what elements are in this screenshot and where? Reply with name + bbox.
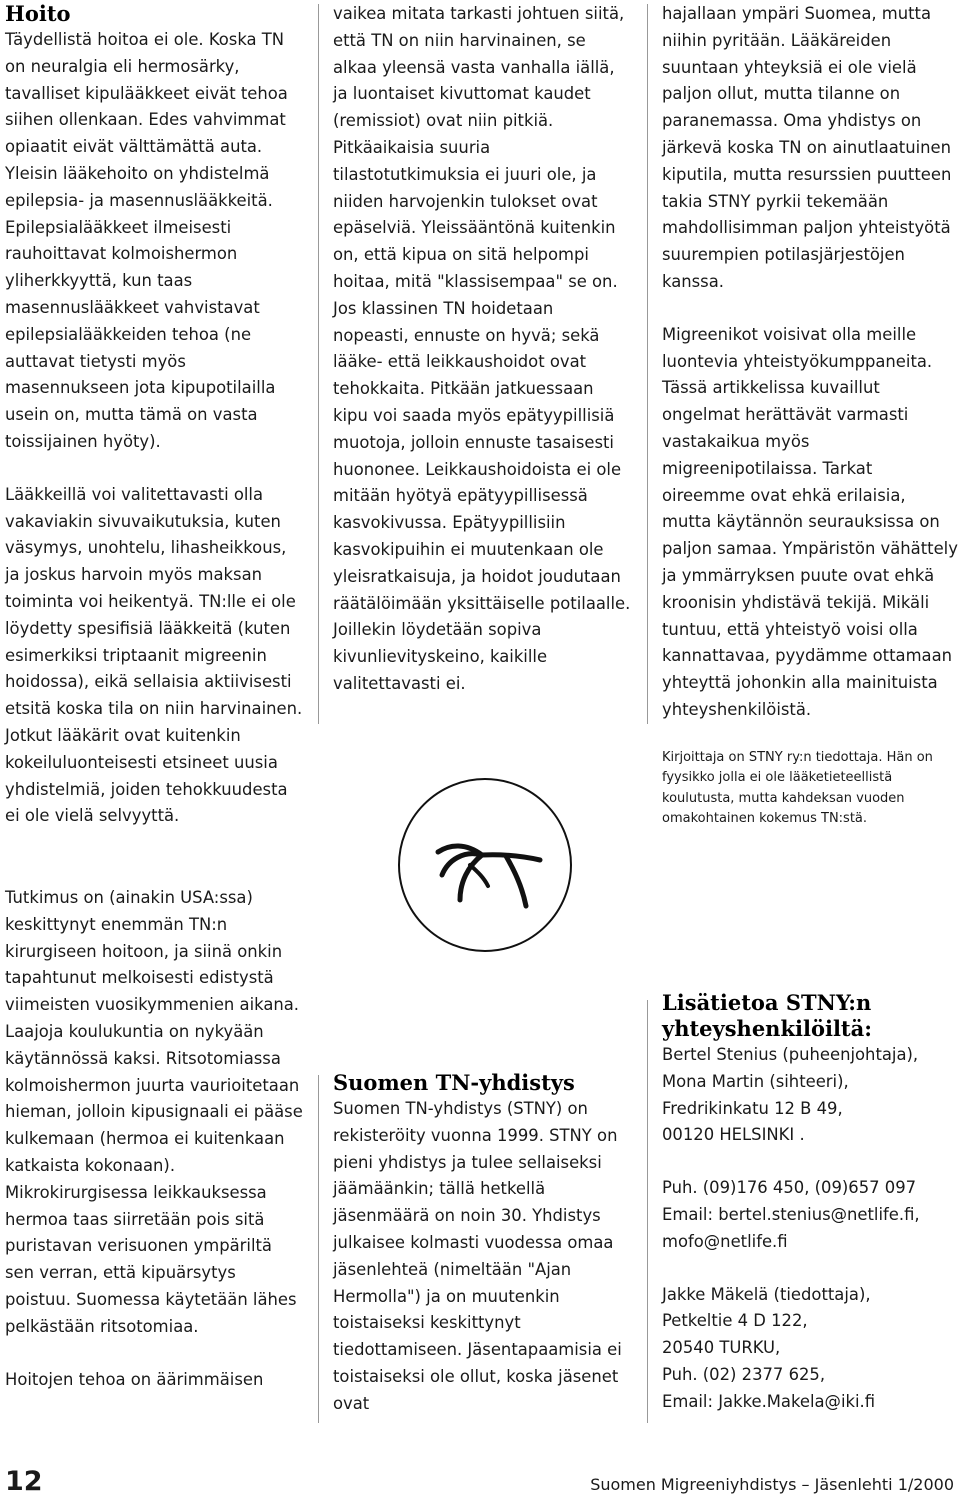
column-1-bottom — [5, 885, 305, 1393]
tn-association-logo — [390, 770, 580, 960]
contact-line: Fredrikinkatu 12 B 49, — [662, 1098, 843, 1118]
publication-footer: Suomen Migreeniyhdistys – Jäsenlehti 1/2000 — [590, 1475, 954, 1494]
column-divider-4 — [647, 1000, 648, 1423]
column-divider-2 — [647, 4, 648, 724]
contact-block-1 — [662, 1042, 958, 1149]
paragraph: hajallaan ympäri Suomea, mutta niihin pyritään. Lääkäreiden suuntaan yhteyksiä ei ole vielä paljon ollut, mutta tilanne on paranemassa. Oma yhdistys on järkevä koska TN on ainutlaatuinen kiputila, mutta resurssien puutteen takia STNY pyrkii tekemään mahdollisimman paljon yhteistyötä suurempien potilasjärjestöjen kanssa. — [662, 4, 952, 291]
contact-line: Puh. (09)176 450, (09)657 097 — [662, 1178, 917, 1198]
paragraph: Täydellistä hoitoa ei ole. Koska TN on neuralgia eli hermosärky, tavalliset kipulääkkeet eivät tehoa siihen ollenkaan. Edes vahvimmat opiaatit eivät välttämättä auta. Yleisin lääkehoito on yhdistelmä epilepsia- ja masennuslääkkeitä. Epilepsialääkkeet ilmeisesti rauhoittavat kolmoishermon yliherkkyyttä, kun taas masennuslääkkeet vahvistavat epilepsialääkkeiden tehoa (ne auttavat tietysti myös masennukseen jota kipupotilailla usein on, mutta tämä on vasta toissijainen hyöty). — [5, 30, 288, 451]
paragraph: Hoitojen tehoa on äärimmäisen — [5, 1369, 264, 1389]
section-heading-tn-yhdistys: Suomen TN-yhdistys — [333, 1070, 575, 1095]
contact-line: 00120 HELSINKI . — [662, 1125, 805, 1145]
column-2-top — [333, 1, 633, 698]
paragraph: vaikea mitata tarkasti johtuen siitä, että TN on niin harvinainen, se alkaa yleensä vasta vanhalla iällä, ja luontaiset kivuttomat kaudet (remissiot) ovat niin pitkiä. Pitkäaikaisia suuria tilastotutkimuksia ei juuri ole, ja niiden harvojenkin tulokset ovat epäselviä. Yleissääntönä kuitenkin on, että kipua on sitä helpompi hoitaa, mitä "klassisempaa" se on. Jos klassinen TN hoidetaan nopeasti, ennuste on hyvä; sekä lääke- että leikkaushoidot ovat tehokkaita. Pitkään jatkuessaan kipu voi saada myös epätyypillisiä muotoja, jolloin ennuste tasaisesti huononee. Leikkaushoidoista ei ole mitään hyötyä epätyypillisessä kasvokivussa. Epätyypillisiin kasvokipuihin ei muutenkaan ole yleisratkaisuja, ja hoidot joudutaan räätälöimään yksittäiselle potilaalle. Joillekin löydetään sopiva kivunlievityskeino, kaikille valitettavasti ei. — [333, 4, 631, 693]
contact-line: Petkeltie 4 D 122, — [662, 1311, 808, 1331]
column-divider-3 — [318, 1075, 319, 1423]
contact-line: Puh. (02) 2377 625, — [662, 1364, 826, 1384]
contact-line: Mona Martin (sihteeri), — [662, 1071, 849, 1091]
contact-line: Email: Jakke.Makela@iki.fi — [662, 1391, 876, 1411]
section-heading-lisatietoa: Lisätietoa STNY:n yhteyshenkilöiltä: — [662, 990, 872, 1041]
paragraph: Suomen TN-yhdistys (STNY) on rekisteröity vuonna 1999. STNY on pieni yhdistys ja tulee sellaiseksi jäämäänkin; tällä hetkellä jäsenmäärä on noin 30. Yhdistys julkaisee kolmasti vuodessa omaa jäsenlehteä (nimeltään "Ajan Hermolla") ja on muutenkin toistaiseksi keskittynyt tiedottamiseen. Jäsentapaamisia ei toistaiseksi ole ollut, koska jäsenet ovat — [333, 1099, 622, 1413]
contact-line: mofo@netlife.fi — [662, 1231, 788, 1251]
contact-block-2 — [662, 1282, 958, 1416]
paragraph: Lääkkeillä voi valitettavasti olla vakaviakin sivuvaikutuksia, kuten väsymys, unohtelu, lihasheikkous, ja joskus harvoin myös maksan toiminta voi heikentyä. TN:lle ei ole löydetty spesifisiä lääkkeitä (kuten esimerkiksi triptaanit migreenin hoidossa), eikä sellaisia aktiivisesti etsitä koska tila on niin harvinainen. Jotkut lääkärit ovat kuitenkin kokeiluluonteisesti etsineet uusia yhdistelmiä, joiden tehokkuudesta ei ole vielä selvyyttä. — [5, 484, 303, 826]
section-heading-hoito: Hoito — [5, 1, 71, 26]
column-divider-1 — [318, 4, 319, 724]
column-3-top — [662, 1, 958, 830]
contact-line: Bertel Stenius (puheenjohtaja), — [662, 1045, 919, 1064]
contact-line: 20540 TURKU, — [662, 1338, 781, 1358]
contact-line: Email: bertel.stenius@netlife.fi, — [662, 1204, 920, 1224]
paragraph: Migreenikot voisivat olla meille luontevia yhteistyökumppaneita. Tässä artikkelissa kuvaillut ongelmat herättävät varmasti vastakaikua myös migreenipotilaissa. Tarkat oireemme ovat ehkä erilaisia, mutta käytännön seurauksissa on paljon samaa. Ympäristön vähättely ja ymmärryksen puute ovat ehkä kroonisin yhdistävä tekijä. Mikäli tuntuu, että yhteistyö voisi olla kannattavaa, pyydämme ottamaan yhteyttä johonkin alla mainituista yhteyshenkilöistä. — [662, 324, 958, 719]
contact-line: Jakke Mäkelä (tiedottaja), — [662, 1284, 871, 1304]
paragraph: Tutkimus on (ainakin USA:ssa) keskittynyt enemmän TN:n kirurgiseen hoitoon, ja siinä onkin tapahtunut melkoisesti edistystä viimeisten vuosikymmenien aikana. Laajoja koulukuntia on nykyään käytännössä kaksi. Ritsotomiassa kolmoishermon juurta vaurioitetaan hieman, jolloin kipusignaali ei pääse kulkemaan (hermoa ei kuitenkaan katkaista kokonaan). Mikrokirurgisessa leikkauksessa hermoa taas siirretään pois sitä puristavan verisuonen ympäriltä sen verran, että kipuärsytys poistuu. Suomessa käytetään lähes pelkästään ritsotomiaa. — [5, 888, 303, 1336]
column-3-bottom — [662, 990, 958, 1416]
column-2-bottom — [333, 1070, 633, 1418]
column-1-top — [5, 1, 305, 830]
contact-block-1-phone — [662, 1175, 958, 1255]
author-note: Kirjoittaja on STNY ry:n tiedottaja. Hän on fyysikko jolla ei ole lääketieteellistä koulutusta, mutta kahdeksan vuoden omakohtainen kokemus TN:stä. — [662, 749, 933, 827]
page-number: 12 — [5, 1466, 43, 1497]
